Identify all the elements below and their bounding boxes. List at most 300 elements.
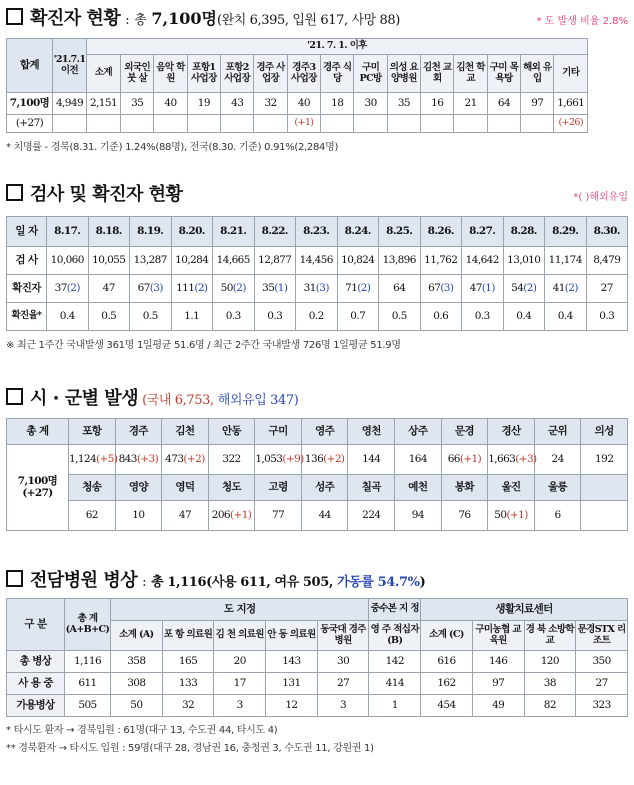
region-name: 청송 <box>69 475 116 501</box>
section-confirmed <box>6 4 628 153</box>
header-before: '21.7.1 이전 <box>53 39 87 93</box>
rate-cell: 0.5 <box>379 303 421 331</box>
bed-cell: 12 <box>266 695 318 717</box>
rate-cell: 0.2 <box>296 303 338 331</box>
rate-cell: 0.3 <box>462 303 504 331</box>
header-do-designated: 도 지정 <box>111 599 369 621</box>
overseas-note: *( )해외유입 <box>573 192 628 203</box>
domestic-count: (국내 6,753, <box>142 393 214 408</box>
region-delta: (+9) <box>282 452 304 465</box>
bed-cell: 17 <box>214 673 266 695</box>
region-count: 94 <box>411 508 424 521</box>
confirmed-count: 35 <box>262 281 275 294</box>
region-count: 1,053 <box>255 452 283 465</box>
date-cell: 8.26. <box>420 217 462 247</box>
confirmed-count: 71 <box>345 281 358 294</box>
bed-cell: 1,116 <box>65 651 111 673</box>
region-name: 칠곡 <box>348 475 395 501</box>
column-header: 소계 <box>87 55 121 93</box>
tests-cell: 10,055 <box>88 247 130 275</box>
region-count: 192 <box>595 452 614 465</box>
confirmed-cell <box>296 275 338 303</box>
overseas-count: (2) <box>564 281 578 294</box>
bed-cell: 611 <box>65 673 111 695</box>
tests-cell: 10,060 <box>47 247 89 275</box>
region-value <box>581 445 628 475</box>
region-name: 예천 <box>395 475 442 501</box>
date-cell: 8.27. <box>462 217 504 247</box>
overseas-count: (1) <box>481 281 495 294</box>
region-value <box>348 501 395 531</box>
table-cell: 18 <box>321 93 354 115</box>
confirmed-cell <box>379 275 421 303</box>
table-cell: 2,151 <box>87 93 121 115</box>
tests-cell: 11,762 <box>420 247 462 275</box>
column-header: 포항1 사업장 <box>187 55 220 93</box>
column-header: 경주 식당 <box>321 55 354 93</box>
region-value <box>301 501 348 531</box>
table-cell <box>53 115 87 133</box>
column-header: 외국인 붓 살 <box>121 55 154 93</box>
total-label: 총 <box>134 13 147 28</box>
confirmed-cell <box>420 275 462 303</box>
region-count: 6 <box>554 508 561 521</box>
column-header: 구미 PC방 <box>354 55 387 93</box>
table-cell: (+26) <box>554 115 588 133</box>
table-cell <box>454 115 487 133</box>
region-count: 164 <box>408 452 427 465</box>
table-cell <box>187 115 220 133</box>
confirmed-cell <box>586 275 628 303</box>
rate-cell: 0.7 <box>337 303 379 331</box>
tests-cell: 12,877 <box>254 247 296 275</box>
tests-table <box>6 216 628 331</box>
section-title: 전담병원 병상 <box>30 570 138 591</box>
sub-header: 영 주 적십자(B) <box>369 621 421 651</box>
region-count: 136 <box>304 452 324 465</box>
region-value <box>395 501 442 531</box>
table-cell: 7,100명 <box>7 93 53 115</box>
table-cell <box>387 115 420 133</box>
bed-cell: 358 <box>111 651 163 673</box>
section-beds-title-row <box>6 566 628 592</box>
confirmed-count: 64 <box>393 281 406 294</box>
table-cell <box>354 115 387 133</box>
region-count: 76 <box>458 508 471 521</box>
region-value <box>534 501 581 531</box>
sub-header: 포 항 의료원 <box>162 621 214 651</box>
overseas-count: (2) <box>523 281 537 294</box>
region-value <box>115 445 162 475</box>
section-regions-title-row <box>6 384 628 410</box>
region-count: 144 <box>362 452 381 465</box>
region-value <box>534 445 581 475</box>
region-name: 의성 <box>581 419 628 445</box>
date-cell: 8.19. <box>130 217 172 247</box>
region-delta: (+3) <box>136 452 159 465</box>
tests-cell: 13,287 <box>130 247 172 275</box>
date-cell: 8.23. <box>296 217 338 247</box>
sub-header: 동국대 경주병원 <box>317 621 369 651</box>
region-name: 고령 <box>255 475 302 501</box>
bed-cell: 50 <box>111 695 163 717</box>
region-value <box>162 501 209 531</box>
confirmed-count: 31 <box>303 281 316 294</box>
table-cell: 16 <box>421 93 454 115</box>
region-value <box>208 501 255 531</box>
overseas-count: 해외유입 347) <box>217 393 299 408</box>
confirmed-cell <box>213 275 255 303</box>
region-count: 24 <box>551 452 564 465</box>
bed-cell: 27 <box>576 673 628 695</box>
region-count: 44 <box>318 508 331 521</box>
region-count: 473 <box>165 452 184 465</box>
region-name: 영주 <box>301 419 348 445</box>
table-cell: (+1) <box>287 115 320 133</box>
header-total: 합계 <box>7 39 53 93</box>
header-treatment-center: 생활치료센터 <box>421 599 628 621</box>
date-cell: 8.21. <box>213 217 255 247</box>
bed-cell: 143 <box>266 651 318 673</box>
table-cell: 40 <box>287 93 320 115</box>
region-count: 66 <box>447 452 460 465</box>
rate-cell: 0.6 <box>420 303 462 331</box>
region-value <box>488 445 535 475</box>
tests-cell: 13,896 <box>379 247 421 275</box>
bed-cell: 165 <box>162 651 214 673</box>
tests-cell: 13,010 <box>503 247 545 275</box>
table-cell <box>87 115 121 133</box>
table-cell: (+27) <box>7 115 53 133</box>
bed-cell: 162 <box>421 673 473 695</box>
column-header: 경주 사업장 <box>254 55 287 93</box>
total-label: 총 계 <box>7 419 69 445</box>
table-cell <box>254 115 287 133</box>
table-cell: 43 <box>221 93 254 115</box>
region-value <box>208 445 255 475</box>
confirmed-cell <box>462 275 504 303</box>
bed-cell: 616 <box>421 651 473 673</box>
row-header-date: 일 자 <box>7 217 47 247</box>
bed-cell: 97 <box>472 673 524 695</box>
confirmed-cell <box>47 275 89 303</box>
region-name: 김천 <box>162 419 209 445</box>
sub-header: 문경STX 리조트 <box>576 621 628 651</box>
sub-header: 소계 (A) <box>111 621 163 651</box>
confirmed-count: 111 <box>176 281 195 294</box>
section-title: 검사 및 확진자 현황 <box>30 184 183 205</box>
confirmed-cell <box>171 275 213 303</box>
region-value <box>488 501 535 531</box>
confirmed-table <box>6 38 628 133</box>
colon: : <box>125 13 130 28</box>
column-header: 음악 학원 <box>154 55 187 93</box>
bed-cell: 20 <box>214 651 266 673</box>
region-count: 1,124 <box>69 452 97 465</box>
date-cell: 8.22. <box>254 217 296 247</box>
bed-cell: 38 <box>524 673 576 695</box>
rate-cell: 0.3 <box>213 303 255 331</box>
bed-cell: 3 <box>317 695 369 717</box>
overseas-count: (3) <box>440 281 454 294</box>
rate-cell: 0.5 <box>130 303 172 331</box>
region-value <box>69 501 116 531</box>
region-count: 50 <box>494 508 507 521</box>
bed-cell: 146 <box>472 651 524 673</box>
bed-cell: 505 <box>65 695 111 717</box>
total-detail: (완치 6,395, 입원 617, 사망 88) <box>216 13 400 28</box>
table-cell: 21 <box>454 93 487 115</box>
confirmed-cell <box>503 275 545 303</box>
region-value <box>395 445 442 475</box>
region-value <box>115 501 162 531</box>
region-name: 울진 <box>488 475 535 501</box>
section-confirmed-title-row <box>6 4 628 30</box>
column-header: 구미 목욕탕 <box>487 55 520 93</box>
beds-footnote-1: * 타시도 환자 → 경북입원 : 61명(대구 13, 수도권 44, 타시도 4) <box>6 725 278 736</box>
table-cell: 40 <box>154 93 187 115</box>
region-count: 322 <box>222 452 241 465</box>
table-cell: 97 <box>521 93 554 115</box>
beds-summary: 총 1,116(사용 611, 여유 505, <box>151 575 333 590</box>
date-cell: 8.25. <box>379 217 421 247</box>
bed-cell: 30 <box>317 651 369 673</box>
region-delta: (+1) <box>230 508 252 521</box>
checkbox-square-icon <box>6 184 23 201</box>
table-cell <box>521 115 554 133</box>
table-cell <box>421 115 454 133</box>
table-cell <box>487 115 520 133</box>
tests-cell: 14,665 <box>213 247 255 275</box>
sub-header: 김 천 의료원 <box>214 621 266 651</box>
occurrence-note: * 도 발생 비율 2.8% <box>536 16 628 27</box>
region-name: 영양 <box>115 475 162 501</box>
total-value: 7,100명 <box>17 474 58 487</box>
row-label: 사 용 중 <box>7 673 65 695</box>
row-label: 총 병상 <box>7 651 65 673</box>
table-cell <box>321 115 354 133</box>
fatality-footnote: * 치명률 - 경북(8.31. 기준) 1.24%(88명), 전국(8.30. 기준) 0.91%(2,284명) <box>6 142 339 153</box>
header-gubun: 구 분 <box>7 599 65 651</box>
date-cell: 8.30. <box>586 217 628 247</box>
date-cell: 8.28. <box>503 217 545 247</box>
region-value <box>441 445 488 475</box>
total-value: 7,100명 <box>151 9 217 28</box>
row-header-rate: 확진율* <box>7 303 47 331</box>
region-count: 62 <box>85 508 98 521</box>
table-cell: 1,661 <box>554 93 588 115</box>
region-delta: (+5) <box>96 452 118 465</box>
row-label: 가용병상 <box>7 695 65 717</box>
tests-cell: 10,824 <box>337 247 379 275</box>
confirmed-count: 54 <box>511 281 524 294</box>
row-header-tests: 검 사 <box>7 247 47 275</box>
tests-cell: 10,284 <box>171 247 213 275</box>
colon: : <box>142 575 147 590</box>
column-header: 포항2 사업장 <box>221 55 254 93</box>
confirmed-count: 37 <box>54 281 67 294</box>
region-count: 843 <box>118 452 137 465</box>
region-delta: (+2) <box>323 452 345 465</box>
confirmed-cell <box>545 275 587 303</box>
section-title: 시 · 군별 발생 <box>30 388 139 409</box>
region-delta: (+1) <box>459 452 482 465</box>
date-cell: 8.18. <box>88 217 130 247</box>
tests-cell: 11,174 <box>545 247 587 275</box>
bed-cell: 3 <box>214 695 266 717</box>
bed-cell: 454 <box>421 695 473 717</box>
overseas-count: (2) <box>357 281 371 294</box>
region-count: 206 <box>211 508 230 521</box>
weekly-footnote: ※ 최근 1주간 국내발생 361명 1일평균 51.6명 / 최근 2주간 국내발생 726명 1일평균 51.9명 <box>6 340 401 351</box>
rate-cell: 0.4 <box>545 303 587 331</box>
total-value-cell <box>7 445 69 531</box>
section-regions <box>6 384 628 531</box>
total-delta: (+27) <box>22 486 53 499</box>
utilization-rate: 가동률 54.7% <box>336 575 420 590</box>
date-cell: 8.29. <box>545 217 587 247</box>
bed-cell: 49 <box>472 695 524 717</box>
table-cell: 35 <box>387 93 420 115</box>
region-count: 224 <box>362 508 381 521</box>
tests-cell: 8,479 <box>586 247 628 275</box>
region-name: 문경 <box>441 419 488 445</box>
table-cell: 19 <box>187 93 220 115</box>
region-name: 영덕 <box>162 475 209 501</box>
region-value <box>441 501 488 531</box>
beds-table <box>6 598 628 717</box>
sub-header: 구미농협 교육원 <box>472 621 524 651</box>
tests-cell: 14,456 <box>296 247 338 275</box>
region-value <box>162 445 209 475</box>
region-name: 청도 <box>208 475 255 501</box>
date-cell: 8.24. <box>337 217 379 247</box>
section-tests <box>6 180 628 351</box>
checkbox-square-icon <box>6 8 23 25</box>
region-count: 47 <box>178 508 192 521</box>
tests-cell: 14,642 <box>462 247 504 275</box>
confirmed-count: 67 <box>428 281 441 294</box>
confirmed-count: 41 <box>552 281 565 294</box>
table-cell <box>154 115 187 133</box>
region-count: 77 <box>272 508 285 521</box>
confirmed-count: 47 <box>469 281 482 294</box>
region-name: 상주 <box>395 419 442 445</box>
region-name: 성주 <box>301 475 348 501</box>
header-after: '21. 7. 1. 이후 <box>87 39 588 55</box>
confirmed-count: 50 <box>220 281 233 294</box>
table-cell: 35 <box>121 93 154 115</box>
region-value <box>301 445 348 475</box>
bed-cell: 27 <box>317 673 369 695</box>
confirmed-cell <box>130 275 172 303</box>
region-delta: (+3) <box>515 452 537 465</box>
bed-cell: 350 <box>576 651 628 673</box>
section-beds <box>6 566 628 754</box>
region-name: 봉화 <box>441 475 488 501</box>
region-name: 포항 <box>69 419 116 445</box>
regions-table <box>6 418 628 531</box>
overseas-count: (2) <box>232 281 246 294</box>
region-count: 10 <box>132 508 145 521</box>
confirmed-cell <box>254 275 296 303</box>
overseas-count: (1) <box>274 281 288 294</box>
beds-summary-end: ) <box>419 575 426 590</box>
table-cell: 32 <box>254 93 287 115</box>
section-tests-title-row <box>6 180 628 206</box>
column-header: 기타 <box>554 55 588 93</box>
region-delta: (+1) <box>506 508 528 521</box>
bed-cell: 308 <box>111 673 163 695</box>
bed-cell: 82 <box>524 695 576 717</box>
region-name: 군위 <box>534 419 581 445</box>
rate-cell: 0.4 <box>47 303 89 331</box>
checkbox-square-icon <box>6 570 23 587</box>
table-cell: 4,949 <box>53 93 87 115</box>
overseas-count: (2) <box>66 281 80 294</box>
bed-cell: 323 <box>576 695 628 717</box>
column-header: 해외 유입 <box>521 55 554 93</box>
region-value <box>255 445 302 475</box>
bed-cell: 414 <box>369 673 421 695</box>
region-name: 안동 <box>208 419 255 445</box>
bed-cell: 32 <box>162 695 214 717</box>
rate-cell: 0.3 <box>254 303 296 331</box>
rate-cell: 0.4 <box>503 303 545 331</box>
column-header: 김천 학교 <box>454 55 487 93</box>
region-name: 경산 <box>488 419 535 445</box>
region-value <box>69 445 116 475</box>
region-name: 울릉 <box>534 475 581 501</box>
rate-cell: 1.1 <box>171 303 213 331</box>
bed-cell: 131 <box>266 673 318 695</box>
sub-header: 안 동 의료원 <box>266 621 318 651</box>
checkbox-square-icon <box>6 388 23 405</box>
table-cell <box>121 115 154 133</box>
column-header: 김천 교회 <box>421 55 454 93</box>
empty-cell <box>581 475 628 501</box>
confirmed-cell <box>337 275 379 303</box>
table-cell: 64 <box>487 93 520 115</box>
bed-cell: 133 <box>162 673 214 695</box>
column-header: 경주3 사업장 <box>287 55 320 93</box>
table-cell: 30 <box>354 93 387 115</box>
confirmed-cell <box>88 275 130 303</box>
table-cell <box>221 115 254 133</box>
region-count: 1,663 <box>488 452 516 465</box>
date-cell: 8.20. <box>171 217 213 247</box>
overseas-count: (3) <box>315 281 329 294</box>
header-total: 총 계 (A+B+C) <box>65 599 111 651</box>
empty-cell <box>581 501 628 531</box>
overseas-count: (3) <box>149 281 163 294</box>
sub-header: 경 북 소방학교 <box>524 621 576 651</box>
region-name: 구미 <box>255 419 302 445</box>
bed-cell: 142 <box>369 651 421 673</box>
confirmed-count: 67 <box>137 281 150 294</box>
section-title: 확진자 현황 <box>30 8 121 29</box>
region-value <box>348 445 395 475</box>
bed-cell: 1 <box>369 695 421 717</box>
row-header-confirmed: 확진자 <box>7 275 47 303</box>
confirmed-count: 27 <box>600 281 613 294</box>
beds-footnote-2: ** 경북환자 → 타시도 입원 : 59명(대구 28, 경남권 16, 충청권 3, 수도권 11, 강원권 1) <box>6 743 374 754</box>
rate-cell: 0.5 <box>88 303 130 331</box>
date-cell: 8.17. <box>47 217 89 247</box>
region-delta: (+2) <box>183 452 205 465</box>
bed-cell: 120 <box>524 651 576 673</box>
confirmed-count: 47 <box>102 281 115 294</box>
